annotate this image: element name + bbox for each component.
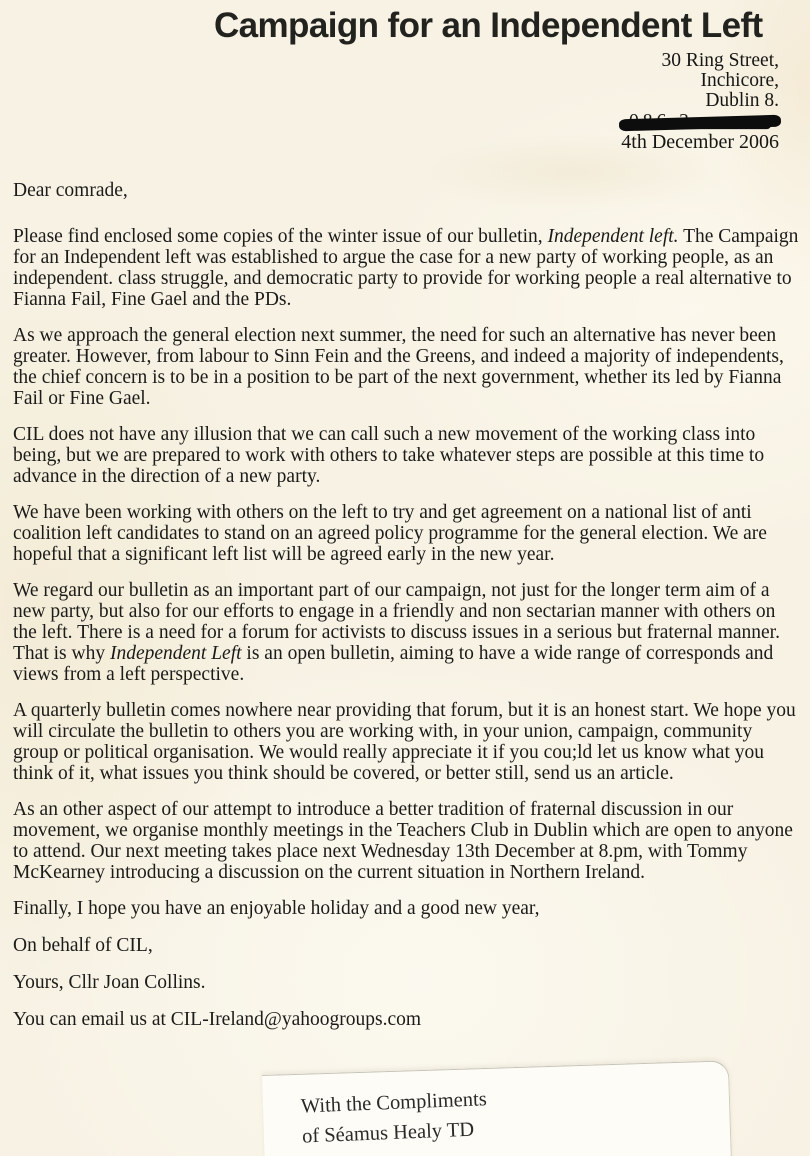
- phone-number-redacted: [627, 112, 779, 132]
- closing-line-2: On behalf of CIL,: [13, 935, 153, 956]
- address-line: Dublin 8.: [705, 90, 779, 111]
- signature-line: Yours, Cllr Joan Collins.: [13, 972, 206, 993]
- closing-line-1: Finally, I hope you have an enjoyable holiday and a good new year,: [13, 898, 540, 919]
- address-line: Inchicore,: [700, 70, 779, 91]
- bulletin-title-italic: Independent left.: [547, 226, 679, 247]
- compliments-slip: [262, 1060, 733, 1156]
- paragraph-7: As an other aspect of our attempt to introduce a better tradition of fraternal discussion in our movement, we organise monthly meetings in the Teachers Club in Dublin which are open to anyone to attend. Our next meeting takes place next Wednesday 13th December at 8.pm, with Tommy McKearney introducing a discussion on the current situation in Northern Ireland.: [13, 799, 793, 883]
- letter-date: 4th December 2006: [621, 131, 779, 153]
- paragraph-1: [13, 226, 799, 310]
- paragraph-1-text: Please find enclosed some copies of the winter issue of our bulletin,: [13, 226, 548, 247]
- email-line: You can email us at CIL-Ireland@yahoogroups.com: [13, 1009, 422, 1030]
- address-line: 30 Ring Street,: [661, 50, 779, 71]
- salutation: Dear comrade,: [13, 180, 128, 201]
- letter-body: [13, 180, 799, 1046]
- paragraph-2: As we approach the general election next summer, the need for such an alternative has never been greater. However, from labour to Sinn Fein and the Greens, and indeed a majority of independents, the chief concern is to be in a position to be part of the next government, whether its led by Fianna Fail or Fine Gael.: [13, 325, 784, 409]
- paragraph-6: A quarterly bulletin comes nowhere near providing that forum, but it is an honest start. We hope you will circulate the bulletin to others you are working with, in your union, campaign, community group or political organisation. We would really appreciate it if you cou;ld let us know what you think of it, what issues you think should be covered, or better still, send us an article.: [13, 700, 796, 784]
- paragraph-5-text-cont: is an open bulletin, aiming to have a wide range of corresponds and views from a left perspective.: [13, 643, 774, 685]
- paragraph-3: CIL does not have any illusion that we can call such a new movement of the working class into being, but we are prepared to work with others to take whatever steps are possible at this time to advance in the direction of a new party.: [13, 424, 765, 487]
- paragraph-4: We have been working with others on the left to try and get agreement on a national list of anti coalition left candidates to stand on an agreed policy programme for the general election. We are hopeful that a significant left list will be agreed early in the new year.: [13, 502, 767, 565]
- paragraph-5: [13, 580, 799, 685]
- bulletin-title-italic: Independent Left: [109, 643, 242, 664]
- page-title: Campaign for an Independent Left: [214, 6, 763, 45]
- compliments-slip-text: [300, 1084, 488, 1151]
- slip-line-1: With the Compliments: [300, 1088, 488, 1118]
- letterhead-address-block: [621, 51, 779, 152]
- paragraph-5-text: We regard our bulletin as an important part of our campaign, not just for the longer term aim of a new party, but also for our efforts to engage in a friendly and non sectarian manner with others on the left. There is a need for a forum for activists to discuss issues in a serious but fraternal manner. That is why: [13, 580, 780, 664]
- paragraph-1-text-cont: The Campaign for an Independent left was established to argue the case for a new party of working people, as an independent. class struggle, and democratic party to provide for working people a real alternative to Fianna Fail, Fine Gael and the PDs.: [13, 226, 799, 310]
- slip-line-2: of Séamus Healy TD: [301, 1118, 475, 1148]
